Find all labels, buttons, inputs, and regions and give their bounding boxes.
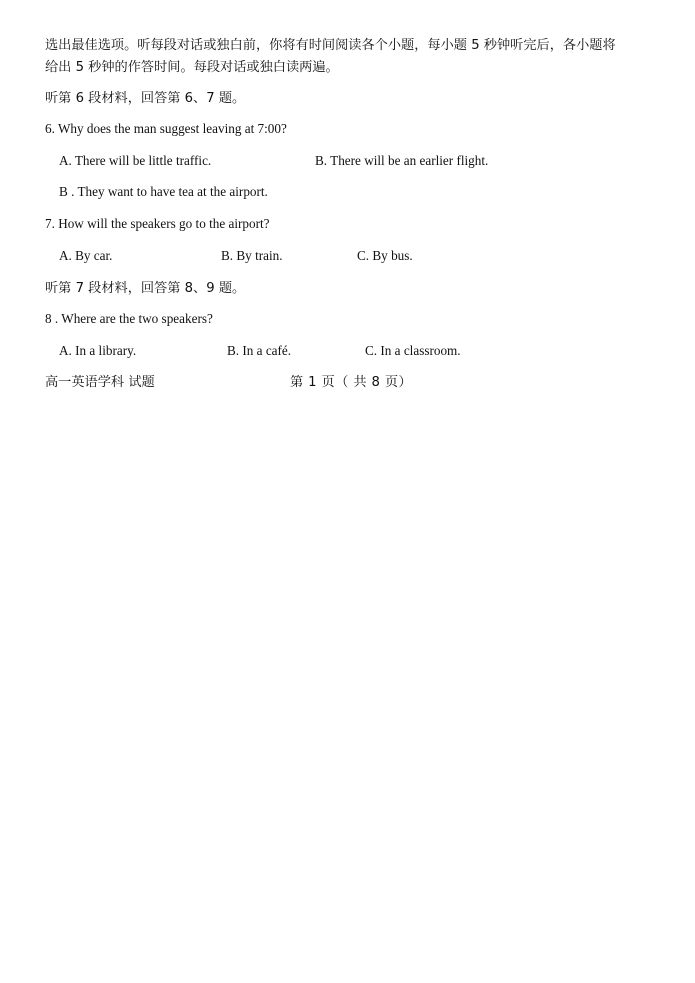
footer-subject-label: 高一英语学科 试题: [45, 375, 155, 390]
question-6-stem: 6. Why does the man suggest leaving at 7:00?: [45, 121, 287, 136]
question-8-option-c: C. In a classroom.: [365, 343, 461, 358]
question-8-option-b: B. In a café.: [227, 343, 292, 358]
question-7-option-a: A. By car.: [59, 248, 113, 263]
question-6-option-a: A. There will be little traffic.: [59, 153, 212, 168]
question-7-option-c: C. By bus.: [357, 248, 413, 263]
question-7-option-b: B. By train.: [221, 248, 283, 263]
question-8-option-a: A. In a library.: [59, 343, 137, 358]
instructions-line-2: 给出 5 秒钟的作答时间。每段对话或独白读两遍。: [45, 60, 339, 75]
section-heading-6: 听第 6 段材料，回答第 6、7 题。: [45, 91, 246, 106]
instructions-line-1: 选出最佳选项。听每段对话或独白前，你将有时间阅读各个小题，每小题 5 秒钟听完后，各小题将: [45, 38, 616, 53]
question-6-option-b: B. There will be an earlier flight.: [315, 153, 489, 168]
footer-page-number: 第 1 页（ 共 8 页）: [290, 375, 413, 390]
section-heading-7: 听第 7 段材料，回答第 8、9 题。: [45, 281, 246, 296]
question-6-option-c: B . They want to have tea at the airport.: [59, 184, 268, 199]
question-8-stem: 8 . Where are the two speakers?: [45, 311, 213, 326]
question-7-stem: 7. How will the speakers go to the airport?: [45, 216, 270, 231]
